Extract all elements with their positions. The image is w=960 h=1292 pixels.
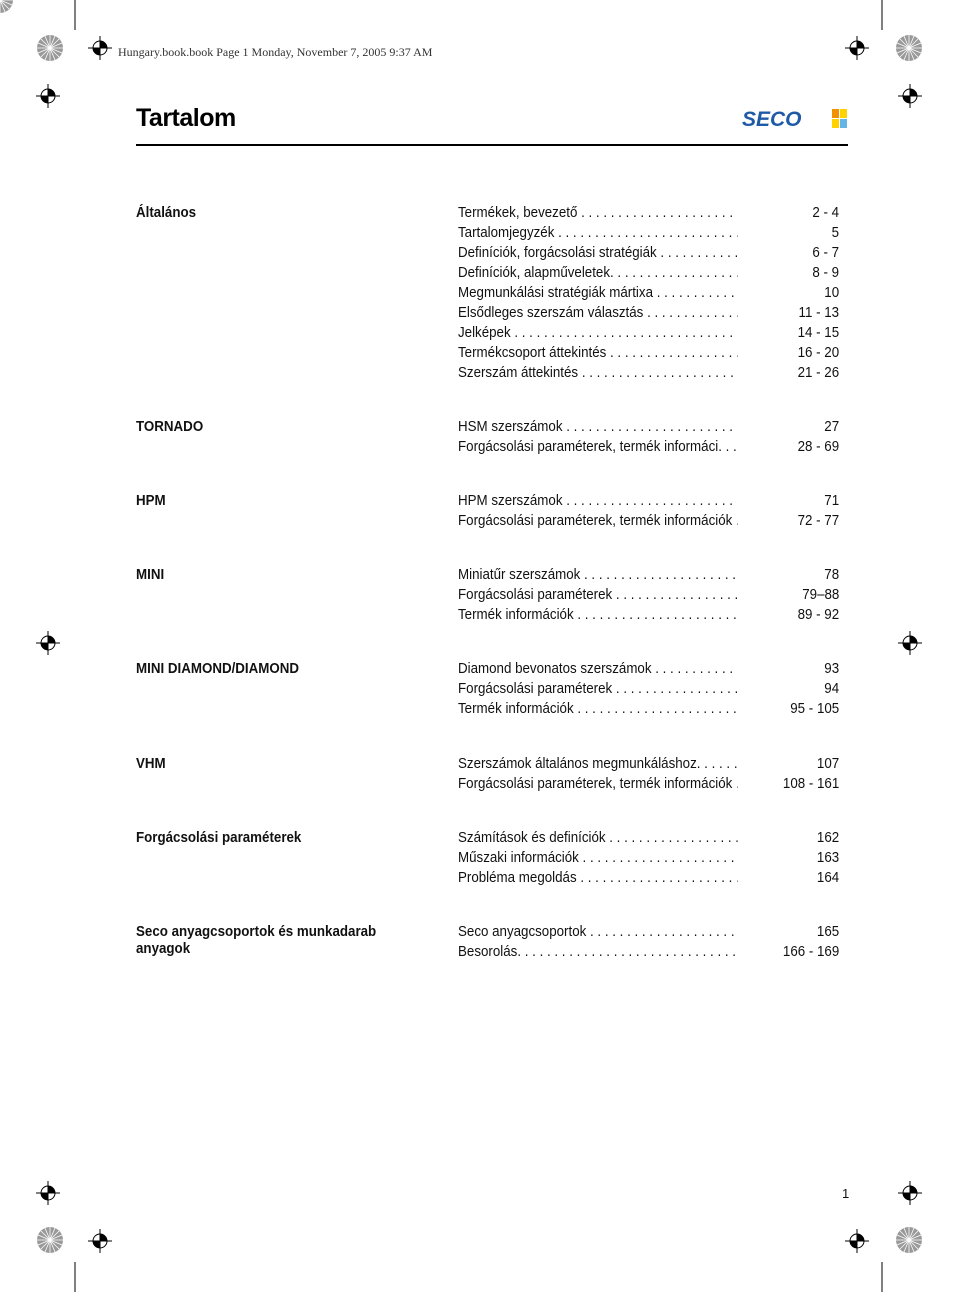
toc-entry[interactable]: Miniatűr szerszámok . . . 78 bbox=[458, 565, 839, 585]
page-title: Tartalom bbox=[136, 104, 236, 132]
seco-logo bbox=[742, 108, 850, 130]
toc-entry[interactable]: Termékcsoport áttekintés . . . 16 - 20 bbox=[458, 343, 839, 363]
toc-entry[interactable]: Definíciók, alapműveletek. . . . 8 - 9 bbox=[458, 263, 839, 283]
toc-entry[interactable]: Definíciók, forgácsolási stratégiák . . . 6 - 7 bbox=[458, 243, 839, 263]
section-label: VHM bbox=[136, 756, 166, 772]
toc-entry[interactable]: Forgácsolási paraméterek . . . 94 bbox=[458, 679, 839, 699]
section-label: MINI DIAMOND/DIAMOND bbox=[136, 661, 300, 677]
toc-entry[interactable]: Probléma megoldás . . . 164 bbox=[458, 868, 839, 888]
toc-entry[interactable]: Forgácsolási paraméterek, termék információk . . . 108 - 161 bbox=[458, 774, 839, 794]
toc-entry[interactable]: Termék információk . . . 95 - 105 bbox=[458, 699, 839, 719]
section-label: HPM bbox=[136, 493, 166, 509]
toc-entry[interactable]: Forgácsolási paraméterek . . . 79–88 bbox=[458, 585, 839, 605]
toc-entry[interactable]: Tartalomjegyzék . . . 5 bbox=[458, 223, 839, 243]
toc-entry[interactable]: Seco anyagcsoportok . . . 165 bbox=[458, 922, 839, 942]
title-rule bbox=[136, 144, 848, 146]
page-number: 1 bbox=[842, 1186, 850, 1201]
toc-entry[interactable]: Forgácsolási paraméterek, termék információk . . . 72 - 77 bbox=[458, 511, 839, 531]
logo-text: SECO bbox=[742, 108, 802, 130]
toc-entry[interactable]: Forgácsolási paraméterek, termék informáci. . . . 28 - 69 bbox=[458, 437, 839, 457]
section-label: Forgácsolási paraméterek bbox=[136, 830, 302, 846]
toc-entry[interactable]: Termék információk . . . 89 - 92 bbox=[458, 605, 839, 625]
toc-entry[interactable]: HPM szerszámok . . . 71 bbox=[458, 491, 839, 511]
section-label: Általános bbox=[136, 205, 197, 221]
print-header: Hungary.book.book Page 1 Monday, November 7, 2005 9:37 AM bbox=[118, 45, 433, 59]
toc-entry[interactable]: Műszaki információk . . . 163 bbox=[458, 848, 839, 868]
toc-entry[interactable]: Besorolás. . . . 166 - 169 bbox=[458, 942, 839, 962]
toc-entry[interactable]: Számítások és definíciók . . . 162 bbox=[458, 828, 839, 848]
toc-entry[interactable]: HSM szerszámok . . . 27 bbox=[458, 417, 839, 437]
section-label: Seco anyagcsoportok és munkadarab anyagok bbox=[136, 924, 377, 957]
section-label: MINI bbox=[136, 567, 165, 583]
toc-entry[interactable]: Szerszám áttekintés . . . 21 - 26 bbox=[458, 363, 839, 383]
toc-entry[interactable]: Jelképek . . . 14 - 15 bbox=[458, 323, 839, 343]
toc-entry[interactable]: Termékek, bevezető . . . 2 - 4 bbox=[458, 203, 839, 223]
toc-entry[interactable]: Diamond bevonatos szerszámok . . . 93 bbox=[458, 659, 839, 679]
toc-entry[interactable]: Szerszámok általános megmunkáláshoz. . . . 107 bbox=[458, 754, 839, 774]
toc-entry[interactable]: Elsődleges szerszám választás . . . 11 - 13 bbox=[458, 303, 839, 323]
section-label: TORNADO bbox=[136, 419, 204, 435]
toc-entry[interactable]: Megmunkálási stratégiák mártixa . . . 10 bbox=[458, 283, 839, 303]
